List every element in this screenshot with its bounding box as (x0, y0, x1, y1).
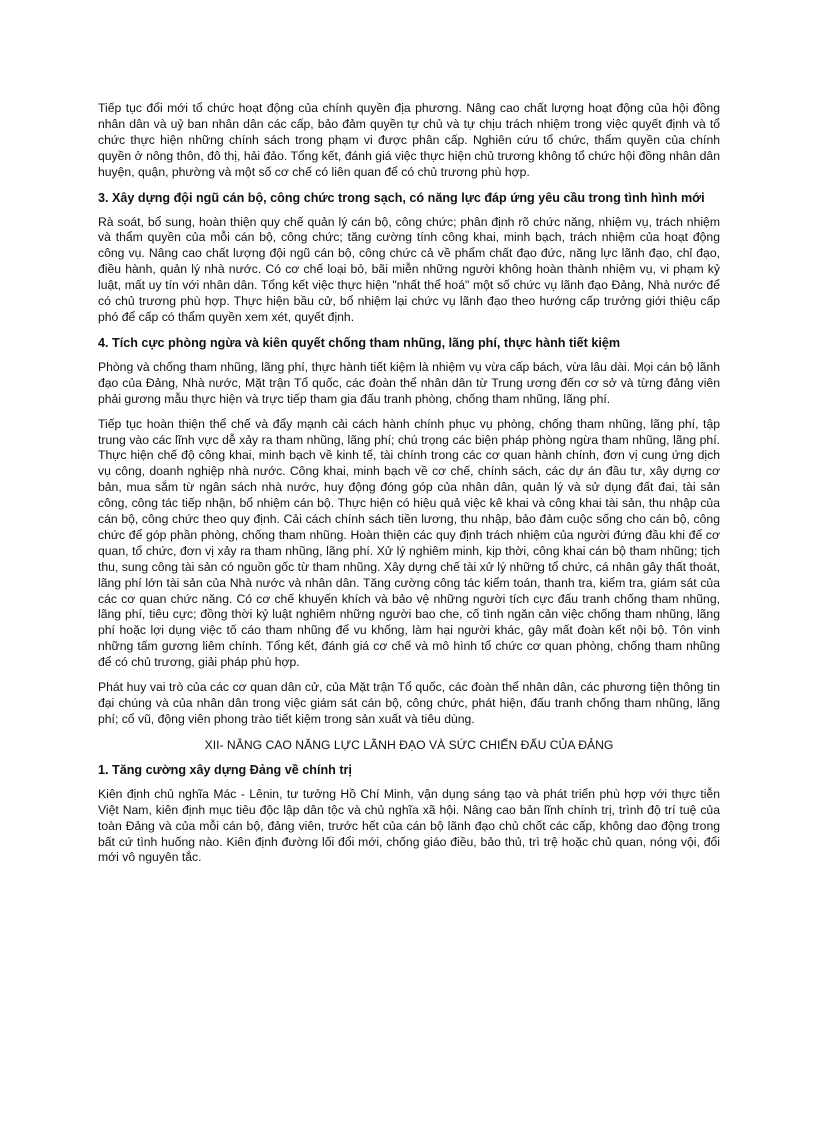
document-page (98, 101, 720, 875)
paragraph-local-government: Tiếp tục đổi mới tổ chức hoạt động của chính quyền địa phương. Nâng cao chất lượng hoạt động của hội đồng nhân dân và uỷ ban nhân dân các cấp, bảo đảm quyền tự chủ và tự chịu trách nhiệm trong việc quyết định và tổ chức thực hiện những chính sách trong phạm vi được phân cấp. Nghiên cứu tổ chức, thẩm quyền của chính quyền ở nông thôn, đô thị, hải đảo. Tổng kết, đánh giá việc thực hiện chủ trương không tổ chức hội đồng nhân dân huyện, quận, phường và một số cơ chế có liên quan để có chủ trương phù hợp. (98, 101, 720, 179)
chapter-heading-xii: XII- NÂNG CAO NĂNG LỰC LÃNH ĐẠO VÀ SỨC CHIẾN ĐẤU CỦA ĐẢNG (204, 737, 614, 752)
heading-section-4-anti-corruption: 4. Tích cực phòng ngừa và kiên quyết chống tham nhũng, lãng phí, thực hành tiết kiệm (98, 335, 621, 350)
paragraph-anti-corruption-task: Phòng và chống tham nhũng, lãng phí, thực hành tiết kiệm là nhiệm vụ vừa cấp bách, vừa lâu dài. Mọi cán bộ lãnh đạo của Đảng, Nhà nước, Mặt trận Tổ quốc, các đoàn thể nhân dân từ Trung ương đến cơ sở và từng đảng viên phải gương mẫu thực hiện và trực tiếp tham gia đấu tranh phòng, chống tham nhũng, lãng phí. (98, 359, 720, 406)
heading-section-3-cadres: 3. Xây dựng đội ngũ cán bộ, công chức trong sạch, có năng lực đáp ứng yêu cầu trong tình hình mới (98, 190, 705, 205)
heading-section-1-political: 1. Tăng cường xây dựng Đảng về chính trị (98, 762, 352, 777)
paragraph-cadre-regulations: Rà soát, bổ sung, hoàn thiện quy chế quản lý cán bộ, công chức; phân định rõ chức năng, nhiệm vụ, trách nhiệm và thẩm quyền của mỗi cán bộ, công chức; tăng cường tính công khai, minh bạch, trách nhiệm của hoạt động công vụ. Nâng cao chất lượng đội ngũ cán bộ, công chức cả về phẩm chất đạo đức, năng lực lãnh đạo, chỉ đạo, điều hành, quản lý nhà nước. Có cơ chế loại bỏ, bãi miễn những người không hoàn thành nhiệm vụ, vi phạm kỷ luật, mất uy tín với nhân dân. Tổng kết việc thực hiện "nhất thể hoá" một số chức vụ lãnh đạo Đảng, Nhà nước để có chủ trương phù hợp. Thực hiện bầu cử, bổ nhiệm lại chức vụ lãnh đạo theo hướng cấp trưởng giới thiệu cấp phó để cấp có thẩm quyền xem xét, quyết định. (98, 214, 720, 324)
paragraph-marxism-leninism: Kiên định chủ nghĩa Mác - Lênin, tư tưởng Hồ Chí Minh, vận dụng sáng tạo và phát triển phù hợp với thực tiễn Việt Nam, kiên định mục tiêu độc lập dân tộc và chủ nghĩa xã hội. Nâng cao bản lĩnh chính trị, trình độ trí tuệ của toàn Đảng và của mỗi cán bộ, đảng viên, trước hết của cán bộ lãnh đạo chủ chốt các cấp, không dao động trong bất cứ tình huống nào. Kiên định đường lối đổi mới, chống giáo điều, bảo thủ, trì trệ hoặc chủ quan, nóng vội, đổi mới vô nguyên tắc. (98, 786, 720, 865)
paragraph-oversight-role: Phát huy vai trò của các cơ quan dân cử, của Mặt trận Tổ quốc, các đoàn thể nhân dân, các phương tiện thông tin đại chúng và của nhân dân trong việc giám sát cán bộ, công chức, phát hiện, đấu tranh chống tham nhũng, lãng phí; cổ vũ, động viên phong trào tiết kiệm trong sản xuất và tiêu dùng. (98, 680, 720, 726)
paragraph-institutional-reform: Tiếp tục hoàn thiện thể chế và đẩy mạnh cải cách hành chính phục vụ phòng, chống tham nhũng, lãng phí, tập trung vào các lĩnh vực dễ xảy ra tham nhũng, lãng phí; chú trọng các biện pháp phòng ngừa tham nhũng, lãng phí. Thực hiện chế độ công khai, minh bạch về kinh tế, tài chính trong các cơ quan hành chính, đơn vị cung ứng dịch vụ công, doanh nghiệp nhà nước. Công khai, minh bạch về cơ chế, chính sách, các dự án đầu tư, xây dựng cơ bản, mua sắm từ ngân sách nhà nước, huy động đóng góp của nhân dân, quản lý và sử dụng đất đai, tài sản công, công tác tiếp nhận, bổ nhiệm cán bộ. Thực hiện có hiệu quả việc kê khai và công khai tài sản, thu nhập của cán bộ, công chức theo quy định. Cải cách chính sách tiền lương, thu nhập, bảo đảm cuộc sống cho cán bộ, công chức để góp phần phòng, chống tham nhũng. Hoàn thiện các quy định trách nhiệm của người đứng đầu khi để cơ quan, tổ chức, đơn vị xảy ra tham nhũng, lãng phí. Xử lý nghiêm minh, kịp thời, công khai cán bộ tham nhũng; tịch thu, sung công tài sản có nguồn gốc từ tham nhũng. Xây dựng chế tài xử lý những tổ chức, cá nhân gây thất thoát, lãng phí lớn tài sản của Nhà nước và nhân dân. Tăng cường công tác kiểm toán, thanh tra, kiểm tra, giám sát của các cơ quan chức năng. Có cơ chế khuyến khích và bảo vệ những người tích cực đấu tranh chống tham nhũng, lãng phí, tiêu cực; đồng thời kỷ luật nghiêm những người bao che, cố tình ngăn cản việc chống tham nhũng, lãng phí hoặc lợi dụng việc tố cáo tham nhũng để vu khống, làm hại người khác, gây mất đoàn kết nội bộ. Tôn vinh những tấm gương liêm chính. Tổng kết, đánh giá cơ chế và mô hình tổ chức cơ quan phòng, chống tham nhũng để có chủ trương, giải pháp phù hợp. (98, 416, 720, 670)
